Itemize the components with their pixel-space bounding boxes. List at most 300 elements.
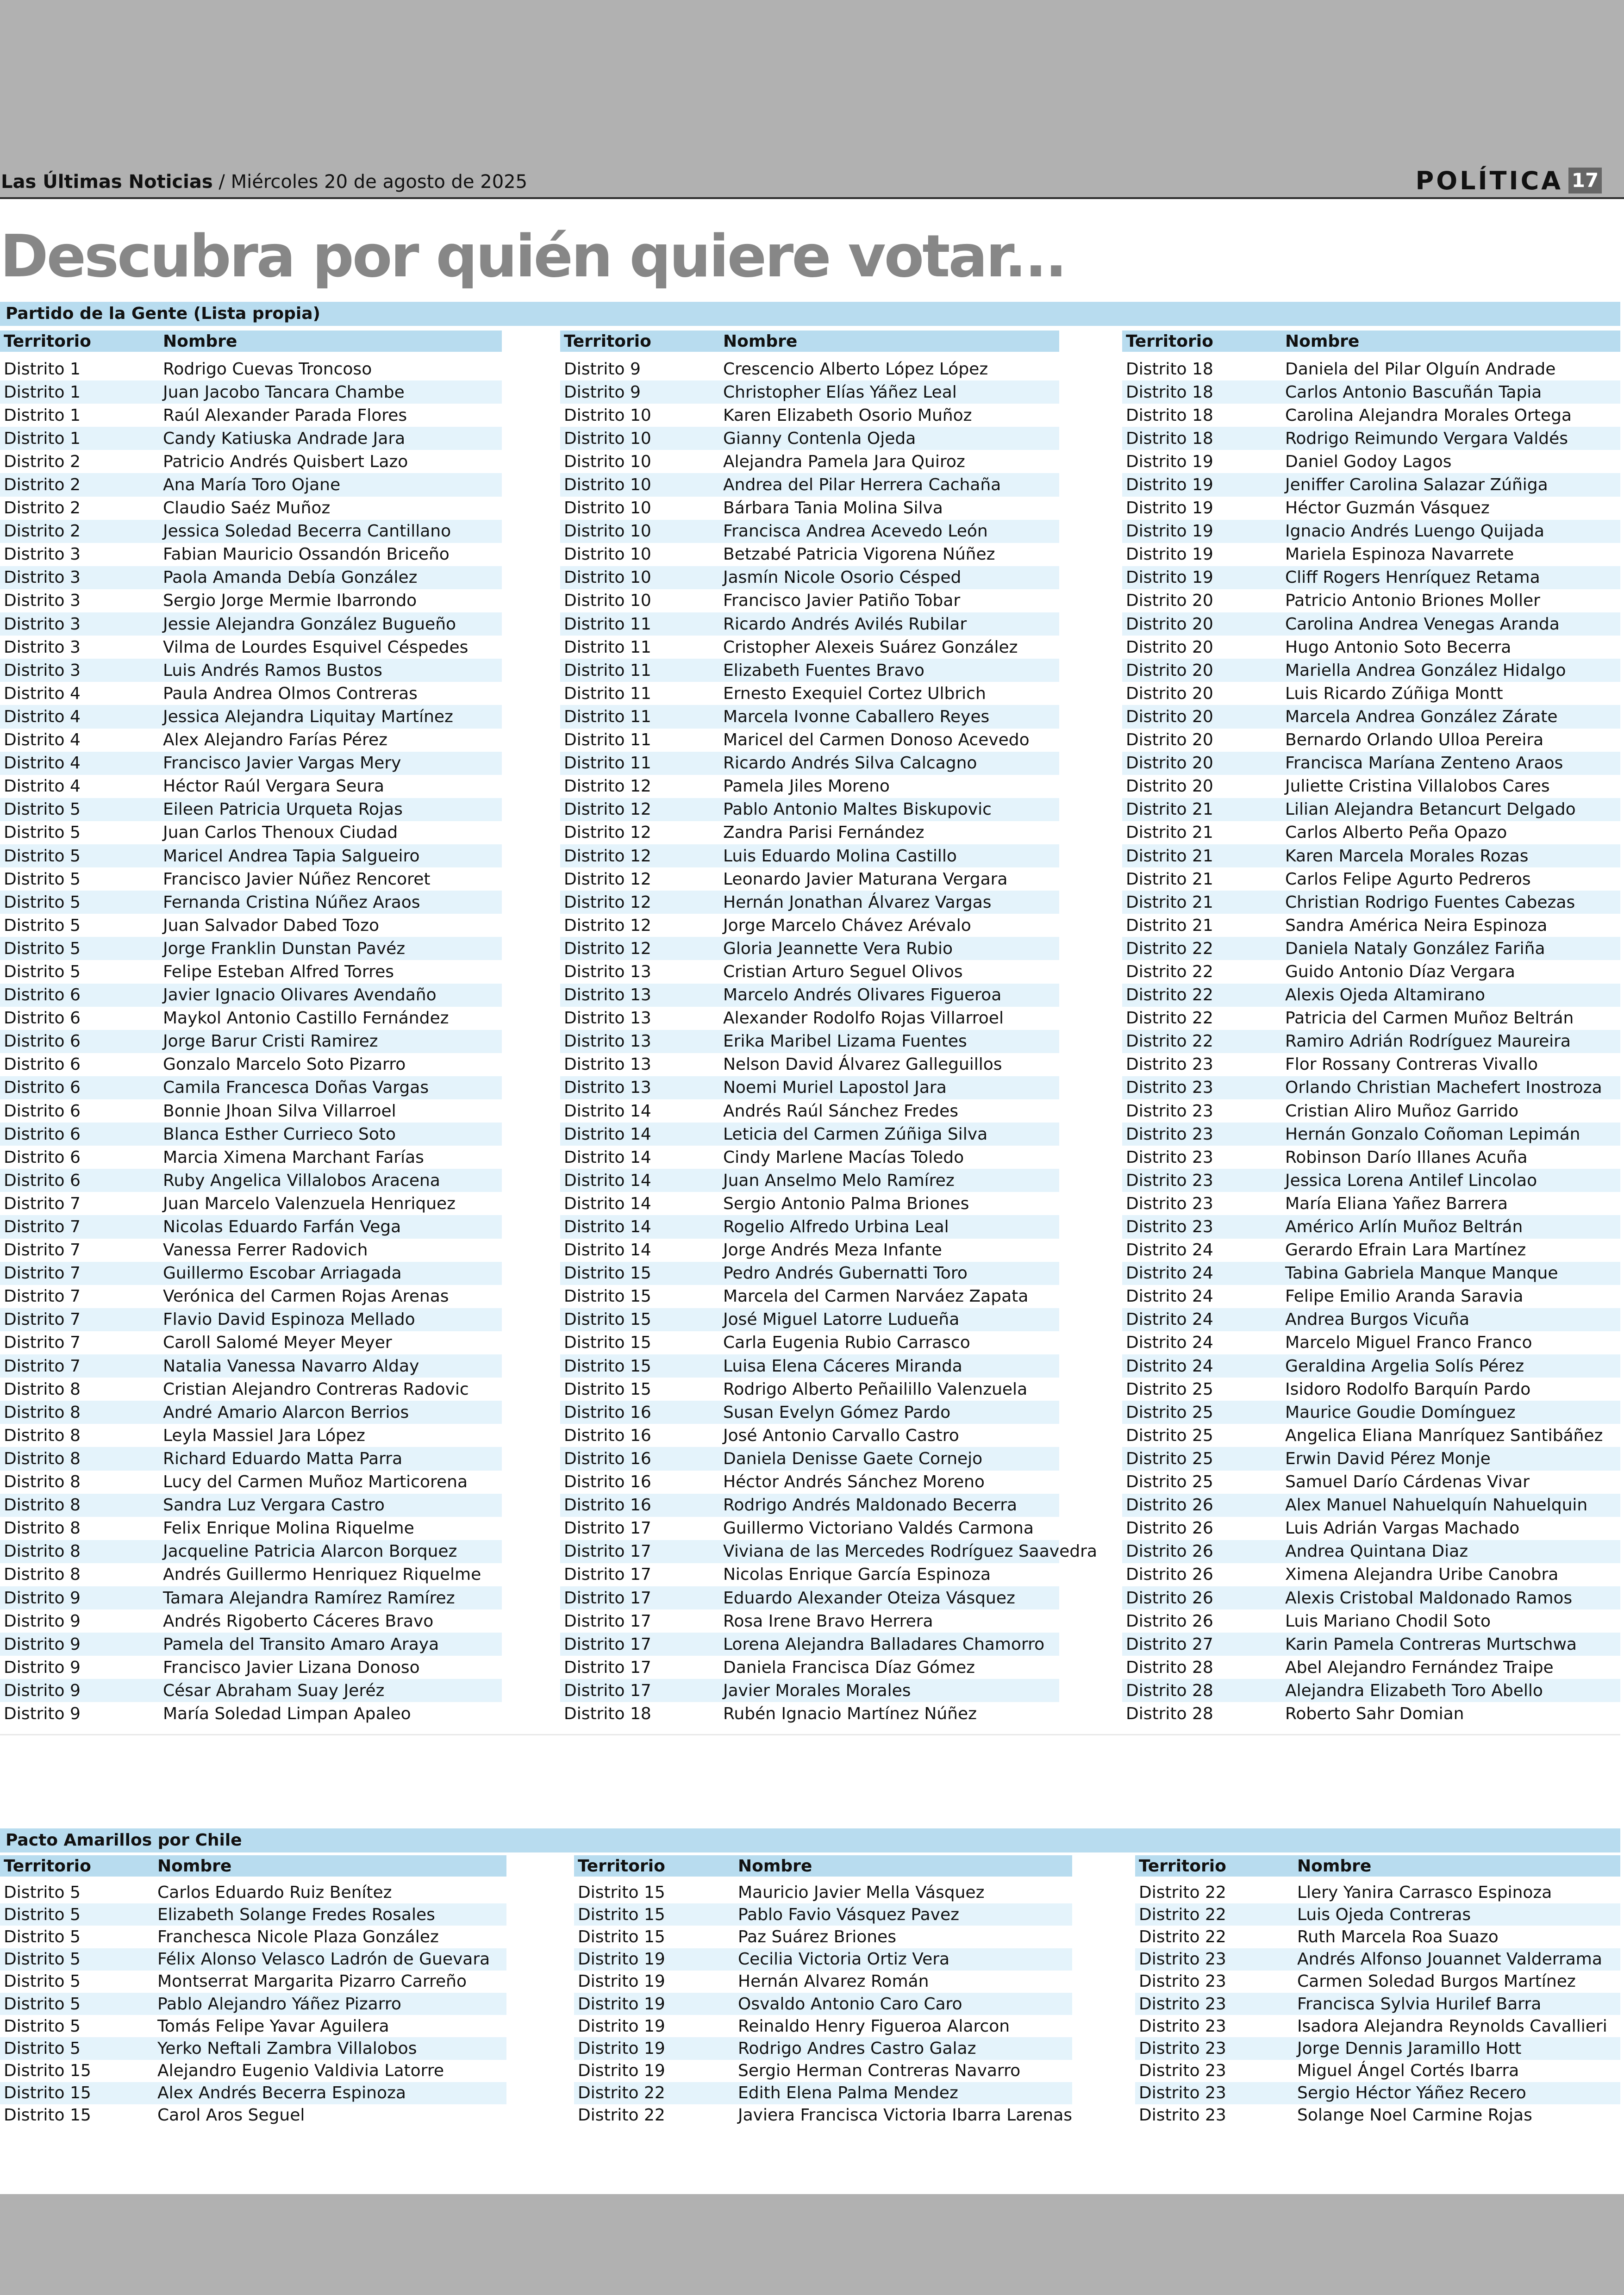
cell-nombre: Luis Eduardo Molina Castillo <box>723 846 957 866</box>
cell-nombre: Marcelo Andrés Olivares Figueroa <box>723 985 1002 1005</box>
cell-territorio: Distrito 3 <box>4 661 81 680</box>
cell-territorio: Distrito 5 <box>4 1905 81 1924</box>
cell-territorio: Distrito 27 <box>1126 1634 1213 1654</box>
cell-territorio: Distrito 2 <box>4 452 81 471</box>
candidate-table-column <box>0 331 502 1726</box>
cell-territorio: Distrito 8 <box>4 1379 81 1399</box>
cell-nombre: Alejandro Eugenio Valdivia Latorre <box>157 2061 444 2081</box>
cell-territorio: Distrito 22 <box>1126 939 1213 958</box>
table-row <box>560 1656 1059 1679</box>
table-row <box>1122 1007 1620 1030</box>
cell-territorio: Distrito 15 <box>4 2061 91 2081</box>
table-row <box>560 798 1059 821</box>
table-body <box>0 357 502 1726</box>
cell-nombre: Pablo Antonio Maltes Biskupovic <box>723 800 992 819</box>
cell-territorio: Distrito 4 <box>4 777 81 796</box>
cell-territorio: Distrito 17 <box>564 1634 651 1654</box>
cell-nombre: Susan Evelyn Gómez Pardo <box>723 1403 951 1422</box>
cell-territorio: Distrito 21 <box>1126 823 1213 842</box>
cell-territorio: Distrito 5 <box>4 892 81 912</box>
cell-nombre: Samuel Darío Cárdenas Vivar <box>1285 1472 1530 1492</box>
cell-nombre: Jorge Barur Cristi Ramirez <box>163 1032 378 1051</box>
cell-territorio: Distrito 26 <box>1126 1496 1213 1515</box>
cell-nombre: Luis Ricardo Zúñiga Montt <box>1285 684 1503 703</box>
cell-territorio: Distrito 4 <box>4 707 81 726</box>
table-row <box>0 960 502 983</box>
cell-territorio: Distrito 5 <box>4 2016 81 2036</box>
table-row <box>560 1609 1059 1633</box>
cell-nombre: Marcelo Miguel Franco Franco <box>1285 1333 1532 1353</box>
table-row <box>1122 1215 1620 1238</box>
cell-territorio: Distrito 19 <box>578 1994 665 2014</box>
cell-nombre: Leticia del Carmen Zúñiga Silva <box>723 1124 988 1144</box>
cell-nombre: Andrea Quintana Diaz <box>1285 1542 1468 1561</box>
table-row <box>560 1563 1059 1586</box>
header-nombre: Nombre <box>1297 1856 1372 1876</box>
cell-nombre: Alexis Cristobal Maldonado Ramos <box>1285 1588 1573 1608</box>
table-row <box>560 1679 1059 1702</box>
table-row <box>1122 1308 1620 1331</box>
cell-territorio: Distrito 24 <box>1126 1241 1213 1260</box>
cell-territorio: Distrito 12 <box>564 777 651 796</box>
cell-territorio: Distrito 17 <box>564 1611 651 1631</box>
table-row <box>560 1262 1059 1285</box>
cell-nombre: Gerardo Efrain Lara Martínez <box>1285 1241 1526 1260</box>
table-row <box>1122 1494 1620 1517</box>
table-row <box>0 1401 502 1424</box>
cell-territorio: Distrito 17 <box>564 1542 651 1561</box>
table-row <box>1122 729 1620 752</box>
table-row <box>560 1702 1059 1725</box>
table-row <box>1122 867 1620 891</box>
cell-nombre: Juan Jacobo Tancara Chambe <box>163 382 405 402</box>
cell-territorio: Distrito 5 <box>4 939 81 958</box>
cell-nombre: Patricia del Carmen Muñoz Beltrán <box>1285 1009 1574 1028</box>
cell-nombre: Elizabeth Fuentes Bravo <box>723 661 924 680</box>
cell-nombre: Paz Suárez Briones <box>738 1927 896 1946</box>
page-number: 17 <box>1568 168 1602 193</box>
cell-territorio: Distrito 22 <box>1126 985 1213 1005</box>
table-row <box>0 1563 502 1586</box>
cell-nombre: Andrés Alfonso Jouannet Valderrama <box>1297 1950 1602 1969</box>
cell-territorio: Distrito 20 <box>1126 730 1213 750</box>
table-row <box>0 984 502 1007</box>
table-row <box>0 1331 502 1354</box>
masthead-separator: / <box>219 171 225 193</box>
table-row <box>1122 1285 1620 1308</box>
cell-nombre: Rogelio Alfredo Urbina Leal <box>723 1217 949 1237</box>
cell-nombre: Betzabé Patricia Vigorena Núñez <box>723 545 995 564</box>
table-row <box>1122 1099 1620 1123</box>
table-row <box>560 1030 1059 1053</box>
table-row <box>0 1308 502 1331</box>
cell-territorio: Distrito 28 <box>1126 1681 1213 1700</box>
cell-nombre: Héctor Raúl Vergara Seura <box>163 777 384 796</box>
table-row <box>1122 775 1620 798</box>
cell-territorio: Distrito 21 <box>1126 869 1213 889</box>
cell-territorio: Distrito 8 <box>4 1426 81 1445</box>
cell-nombre: Carolina Alejandra Morales Ortega <box>1285 405 1572 425</box>
cell-nombre: Américo Arlín Muñoz Beltrán <box>1285 1217 1523 1237</box>
cell-nombre: Felipe Esteban Alfred Torres <box>163 962 394 981</box>
cell-nombre: Pablo Alejandro Yáñez Pizarro <box>157 1994 401 2014</box>
cell-nombre: Paula Andrea Olmos Contreras <box>163 684 418 703</box>
table-row <box>1135 2015 1620 2037</box>
cell-nombre: Mariella Andrea González Hidalgo <box>1285 661 1566 680</box>
table-row <box>560 380 1059 404</box>
table-row <box>560 937 1059 960</box>
cell-nombre: Cristopher Alexeis Suárez González <box>723 637 1018 657</box>
cell-nombre: Eileen Patricia Urqueta Rojas <box>163 800 403 819</box>
table-row <box>1122 566 1620 589</box>
cell-nombre: Miguel Ángel Cortés Ibarra <box>1297 2061 1519 2081</box>
table-row <box>0 1702 502 1725</box>
table-row <box>0 798 502 821</box>
cell-territorio: Distrito 5 <box>4 916 81 935</box>
cell-nombre: Juan Salvador Dabed Tozo <box>163 916 380 935</box>
table-row <box>0 1993 506 2015</box>
cell-nombre: Guillermo Escobar Arriagada <box>163 1264 402 1283</box>
table-row <box>0 1633 502 1656</box>
cell-nombre: Patricio Andrés Quisbert Lazo <box>163 452 408 471</box>
table-row <box>1122 1563 1620 1586</box>
table-row <box>0 1903 506 1926</box>
cell-nombre: Javier Morales Morales <box>723 1681 911 1700</box>
cell-territorio: Distrito 21 <box>1126 916 1213 935</box>
table-header <box>1122 331 1620 352</box>
table-row <box>1135 1971 1620 1993</box>
table-row <box>560 1354 1059 1378</box>
cell-territorio: Distrito 19 <box>578 1972 665 1991</box>
table-body <box>1135 1881 1620 2127</box>
table-row <box>0 1123 502 1146</box>
cell-nombre: Maurice Goudie Domínguez <box>1285 1403 1516 1422</box>
table-row <box>0 497 502 520</box>
cell-nombre: José Antonio Carvallo Castro <box>723 1426 959 1445</box>
table-row <box>0 914 502 937</box>
table-row <box>560 752 1059 775</box>
cell-nombre: Geraldina Argelia Solís Pérez <box>1285 1356 1524 1376</box>
table-row <box>0 1586 502 1609</box>
cell-nombre: Gianny Contenla Ojeda <box>723 429 916 448</box>
cell-territorio: Distrito 12 <box>564 916 651 935</box>
cell-territorio: Distrito 16 <box>564 1496 651 1515</box>
cell-territorio: Distrito 23 <box>1126 1217 1213 1237</box>
cell-nombre: Félix Alonso Velasco Ladrón de Guevara <box>157 1950 490 1969</box>
cell-nombre: Sandra América Neira Espinoza <box>1285 916 1548 935</box>
cell-territorio: Distrito 11 <box>564 754 651 773</box>
cell-nombre: Felix Enrique Molina Riquelme <box>163 1519 414 1538</box>
table-row <box>1135 1903 1620 1926</box>
cell-nombre: Flor Rossany Contreras Vivallo <box>1285 1055 1538 1074</box>
cell-nombre: Lucy del Carmen Muñoz Marticorena <box>163 1472 468 1492</box>
cell-nombre: Gonzalo Marcelo Soto Pizarro <box>163 1055 406 1074</box>
table-row <box>0 1517 502 1540</box>
table-row <box>0 1169 502 1192</box>
table-row <box>1122 1609 1620 1633</box>
cell-nombre: Lilian Alejandra Betancurt Delgado <box>1285 800 1576 819</box>
table-row <box>0 1099 502 1123</box>
cell-territorio: Distrito 23 <box>1126 1148 1213 1167</box>
table-row <box>574 1993 1072 2015</box>
cell-nombre: Francisca Andrea Acevedo León <box>723 522 988 541</box>
table-row <box>0 380 502 404</box>
table-row <box>560 1076 1059 1099</box>
cell-nombre: Montserrat Margarita Pizarro Carreño <box>157 1972 467 1991</box>
cell-nombre: Reinaldo Henry Figueroa Alarcon <box>738 2016 1010 2036</box>
table-row <box>1122 636 1620 659</box>
table-body <box>574 1881 1072 2127</box>
table-row <box>0 1262 502 1285</box>
cell-nombre: Tabina Gabriela Manque Manque <box>1285 1264 1558 1283</box>
table-row <box>0 1494 502 1517</box>
cell-territorio: Distrito 4 <box>4 754 81 773</box>
cell-nombre: Alexis Ojeda Altamirano <box>1285 985 1486 1005</box>
cell-nombre: Francisco Javier Patiño Tobar <box>723 591 961 611</box>
cell-territorio: Distrito 11 <box>564 637 651 657</box>
cell-nombre: Elizabeth Solange Fredes Rosales <box>157 1905 435 1924</box>
cell-territorio: Distrito 14 <box>564 1101 651 1121</box>
cell-nombre: Tomás Felipe Yavar Aguilera <box>157 2016 389 2036</box>
publication-name: Las Últimas Noticias <box>1 171 213 193</box>
table-row <box>574 2060 1072 2082</box>
table-row <box>1135 2037 1620 2059</box>
table-row <box>560 589 1059 612</box>
cell-territorio: Distrito 21 <box>1126 892 1213 912</box>
cell-nombre: Jessie Alejandra González Bugueño <box>163 614 456 634</box>
table-body <box>560 357 1097 1726</box>
cell-territorio: Distrito 9 <box>4 1658 81 1677</box>
table-body <box>0 1881 506 2127</box>
cell-nombre: Erika Maribel Lizama Fuentes <box>723 1032 967 1051</box>
cell-territorio: Distrito 9 <box>564 382 641 402</box>
cell-territorio: Distrito 13 <box>564 1055 651 1074</box>
cell-territorio: Distrito 7 <box>4 1356 81 1376</box>
table-row <box>1122 473 1620 496</box>
table-row <box>0 520 502 543</box>
cell-nombre: Sergio Antonio Palma Briones <box>723 1194 969 1213</box>
table-row <box>1122 844 1620 867</box>
cell-nombre: Ricardo Andrés Avilés Rubilar <box>723 614 967 634</box>
table-row <box>560 357 1059 380</box>
cell-nombre: Tamara Alejandra Ramírez Ramírez <box>163 1588 455 1608</box>
cell-nombre: Francisco Javier Vargas Mery <box>163 754 401 773</box>
cell-territorio: Distrito 21 <box>1126 846 1213 866</box>
cell-territorio: Distrito 6 <box>4 1032 81 1051</box>
cell-nombre: Cristian Aliro Muñoz Garrido <box>1285 1101 1519 1121</box>
cell-nombre: Nicolas Enrique García Espinoza <box>723 1565 991 1584</box>
cell-territorio: Distrito 23 <box>1139 2039 1226 2058</box>
table-row <box>1122 1169 1620 1192</box>
cell-territorio: Distrito 5 <box>4 962 81 981</box>
cell-territorio: Distrito 20 <box>1126 707 1213 726</box>
cell-nombre: Rosa Irene Bravo Herrera <box>723 1611 933 1631</box>
cell-nombre: Abel Alejandro Fernández Traipe <box>1285 1658 1554 1677</box>
table-row <box>0 404 502 427</box>
table-row <box>560 1378 1059 1401</box>
cell-nombre: Jasmín Nicole Osorio Césped <box>723 568 962 587</box>
cell-nombre: Ernesto Exequiel Cortez Ulbrich <box>723 684 986 703</box>
cell-nombre: Crescencio Alberto López López <box>723 359 988 379</box>
cell-nombre: Daniela Francisca Díaz Gómez <box>723 1658 975 1677</box>
table-row <box>560 1494 1059 1517</box>
party-title: Partido de la Gente (Lista propia) <box>0 302 1620 326</box>
table-row <box>560 1471 1059 1494</box>
cell-nombre: Maykol Antonio Castillo Fernández <box>163 1009 449 1028</box>
cell-nombre: Rodrigo Alberto Peñailillo Valenzuela <box>723 1379 1028 1399</box>
table-row <box>0 1076 502 1099</box>
cell-nombre: Guido Antonio Díaz Vergara <box>1285 962 1515 981</box>
cell-territorio: Distrito 16 <box>564 1403 651 1422</box>
cell-nombre: Luis Ojeda Contreras <box>1297 1905 1471 1924</box>
cell-nombre: Lorena Alejandra Balladares Chamorro <box>723 1634 1045 1654</box>
cell-nombre: Jorge Marcelo Chávez Arévalo <box>723 916 971 935</box>
cell-territorio: Distrito 1 <box>4 382 81 402</box>
cell-territorio: Distrito 21 <box>1126 800 1213 819</box>
table-row <box>560 659 1059 682</box>
cell-nombre: Richard Eduardo Matta Parra <box>163 1449 403 1468</box>
cell-nombre: Solange Noel Carmine Rojas <box>1297 2106 1532 2125</box>
cell-territorio: Distrito 20 <box>1126 614 1213 634</box>
cell-nombre: Fernanda Cristina Núñez Araos <box>163 892 420 912</box>
cell-territorio: Distrito 11 <box>564 684 651 703</box>
cell-nombre: Sergio Herman Contreras Navarro <box>738 2061 1021 2081</box>
table-row <box>560 844 1059 867</box>
table-row <box>560 404 1059 427</box>
header-territorio: Territorio <box>1139 1856 1226 1876</box>
cell-nombre: Robinson Darío Illanes Acuña <box>1285 1148 1528 1167</box>
table-row <box>560 729 1059 752</box>
cell-nombre: Leonardo Javier Maturana Vergara <box>723 869 1008 889</box>
cell-territorio: Distrito 5 <box>4 1927 81 1946</box>
cell-nombre: Francisco Javier Núñez Rencoret <box>163 869 431 889</box>
table-row <box>1135 2060 1620 2082</box>
table-row <box>0 682 502 705</box>
candidate-table-column <box>0 1855 506 2127</box>
cell-territorio: Distrito 15 <box>4 2106 91 2125</box>
cell-nombre: María Eliana Yañez Barrera <box>1285 1194 1508 1213</box>
cell-nombre: Fabian Mauricio Ossandón Briceño <box>163 545 450 564</box>
cell-territorio: Distrito 24 <box>1126 1264 1213 1283</box>
cell-nombre: Héctor Andrés Sánchez Moreno <box>723 1472 985 1492</box>
table-row <box>1122 1076 1620 1099</box>
cell-territorio: Distrito 7 <box>4 1264 81 1283</box>
section-divider <box>0 1734 1620 1735</box>
table-row <box>1122 1447 1620 1470</box>
table-header <box>0 1855 506 1877</box>
table-row <box>1122 612 1620 636</box>
table-row <box>0 844 502 867</box>
cell-territorio: Distrito 6 <box>4 1009 81 1028</box>
cell-nombre: Isidoro Rodolfo Barquín Pardo <box>1285 1379 1531 1399</box>
table-row <box>1122 1633 1620 1656</box>
cell-territorio: Distrito 24 <box>1126 1333 1213 1353</box>
headline: Descubra por quién quiere votar... <box>0 222 1066 290</box>
table-row <box>1135 1926 1620 1948</box>
cell-nombre: Raúl Alexander Parada Flores <box>163 405 407 425</box>
cell-territorio: Distrito 25 <box>1126 1472 1213 1492</box>
table-row <box>0 566 502 589</box>
table-row <box>0 1656 502 1679</box>
cell-nombre: Verónica del Carmen Rojas Arenas <box>163 1287 449 1306</box>
cell-territorio: Distrito 7 <box>4 1310 81 1329</box>
cell-nombre: Marcela del Carmen Narváez Zapata <box>723 1287 1029 1306</box>
cell-territorio: Distrito 23 <box>1139 1972 1226 1991</box>
cell-nombre: Jessica Alejandra Liquitay Martínez <box>163 707 453 726</box>
cell-territorio: Distrito 20 <box>1126 637 1213 657</box>
table-row <box>0 1053 502 1076</box>
table-row <box>560 1215 1059 1238</box>
cell-territorio: Distrito 23 <box>1139 1994 1226 2014</box>
table-row <box>1122 682 1620 705</box>
cell-nombre: Marcela Ivonne Caballero Reyes <box>723 707 990 726</box>
cell-nombre: Javier Ignacio Olivares Avendaño <box>163 985 437 1005</box>
cell-territorio: Distrito 8 <box>4 1519 81 1538</box>
table-row <box>0 1948 506 1971</box>
cell-territorio: Distrito 13 <box>564 962 651 981</box>
cell-nombre: Noemi Muriel Lapostol Jara <box>723 1078 947 1098</box>
table-row <box>560 821 1059 844</box>
cell-territorio: Distrito 1 <box>4 405 81 425</box>
table-row <box>0 729 502 752</box>
cell-territorio: Distrito 23 <box>1126 1194 1213 1213</box>
table-row <box>0 1679 502 1702</box>
cell-nombre: Christian Rodrigo Fuentes Cabezas <box>1285 892 1575 912</box>
cell-nombre: Karen Marcela Morales Rozas <box>1285 846 1529 866</box>
table-row <box>560 1586 1059 1609</box>
cell-territorio: Distrito 10 <box>564 568 651 587</box>
cell-nombre: Osvaldo Antonio Caro Caro <box>738 1994 962 2014</box>
cell-territorio: Distrito 22 <box>1139 1927 1226 1946</box>
cell-territorio: Distrito 24 <box>1126 1310 1213 1329</box>
cell-territorio: Distrito 8 <box>4 1565 81 1584</box>
cell-territorio: Distrito 16 <box>564 1426 651 1445</box>
cell-nombre: Carlos Alberto Peña Opazo <box>1285 823 1507 842</box>
cell-nombre: Jorge Dennis Jaramillo Hott <box>1297 2039 1522 2058</box>
cell-nombre: Luis Adrián Vargas Machado <box>1285 1519 1520 1538</box>
cell-territorio: Distrito 14 <box>564 1241 651 1260</box>
table-row <box>1122 427 1620 450</box>
cell-nombre: Jorge Andrés Meza Infante <box>723 1241 942 1260</box>
cell-territorio: Distrito 15 <box>564 1379 651 1399</box>
cell-territorio: Distrito 5 <box>4 1883 81 1902</box>
table-row <box>560 1123 1059 1146</box>
table-row <box>0 589 502 612</box>
table-row <box>1122 380 1620 404</box>
cell-nombre: Erwin David Pérez Monje <box>1285 1449 1491 1468</box>
cell-nombre: Christopher Elías Yáñez Leal <box>723 382 957 402</box>
table-body <box>1122 357 1620 1726</box>
cell-territorio: Distrito 5 <box>4 869 81 889</box>
cell-territorio: Distrito 17 <box>564 1565 651 1584</box>
cell-nombre: Pablo Favio Vásquez Pavez <box>738 1905 960 1924</box>
cell-territorio: Distrito 23 <box>1126 1055 1213 1074</box>
cell-territorio: Distrito 26 <box>1126 1611 1213 1631</box>
cell-territorio: Distrito 18 <box>1126 382 1213 402</box>
cell-territorio: Distrito 3 <box>4 568 81 587</box>
cell-nombre: Paola Amanda Debía González <box>163 568 418 587</box>
cell-territorio: Distrito 3 <box>4 637 81 657</box>
table-row <box>560 891 1059 914</box>
table-row <box>1122 404 1620 427</box>
cell-nombre: Ana María Toro Ojane <box>163 475 341 495</box>
cell-territorio: Distrito 6 <box>4 1101 81 1121</box>
table-row <box>0 821 502 844</box>
cell-territorio: Distrito 10 <box>564 522 651 541</box>
table-row <box>1135 1948 1620 1971</box>
cell-territorio: Distrito 23 <box>1139 2106 1226 2125</box>
cell-nombre: Ruby Angelica Villalobos Aracena <box>163 1171 440 1190</box>
